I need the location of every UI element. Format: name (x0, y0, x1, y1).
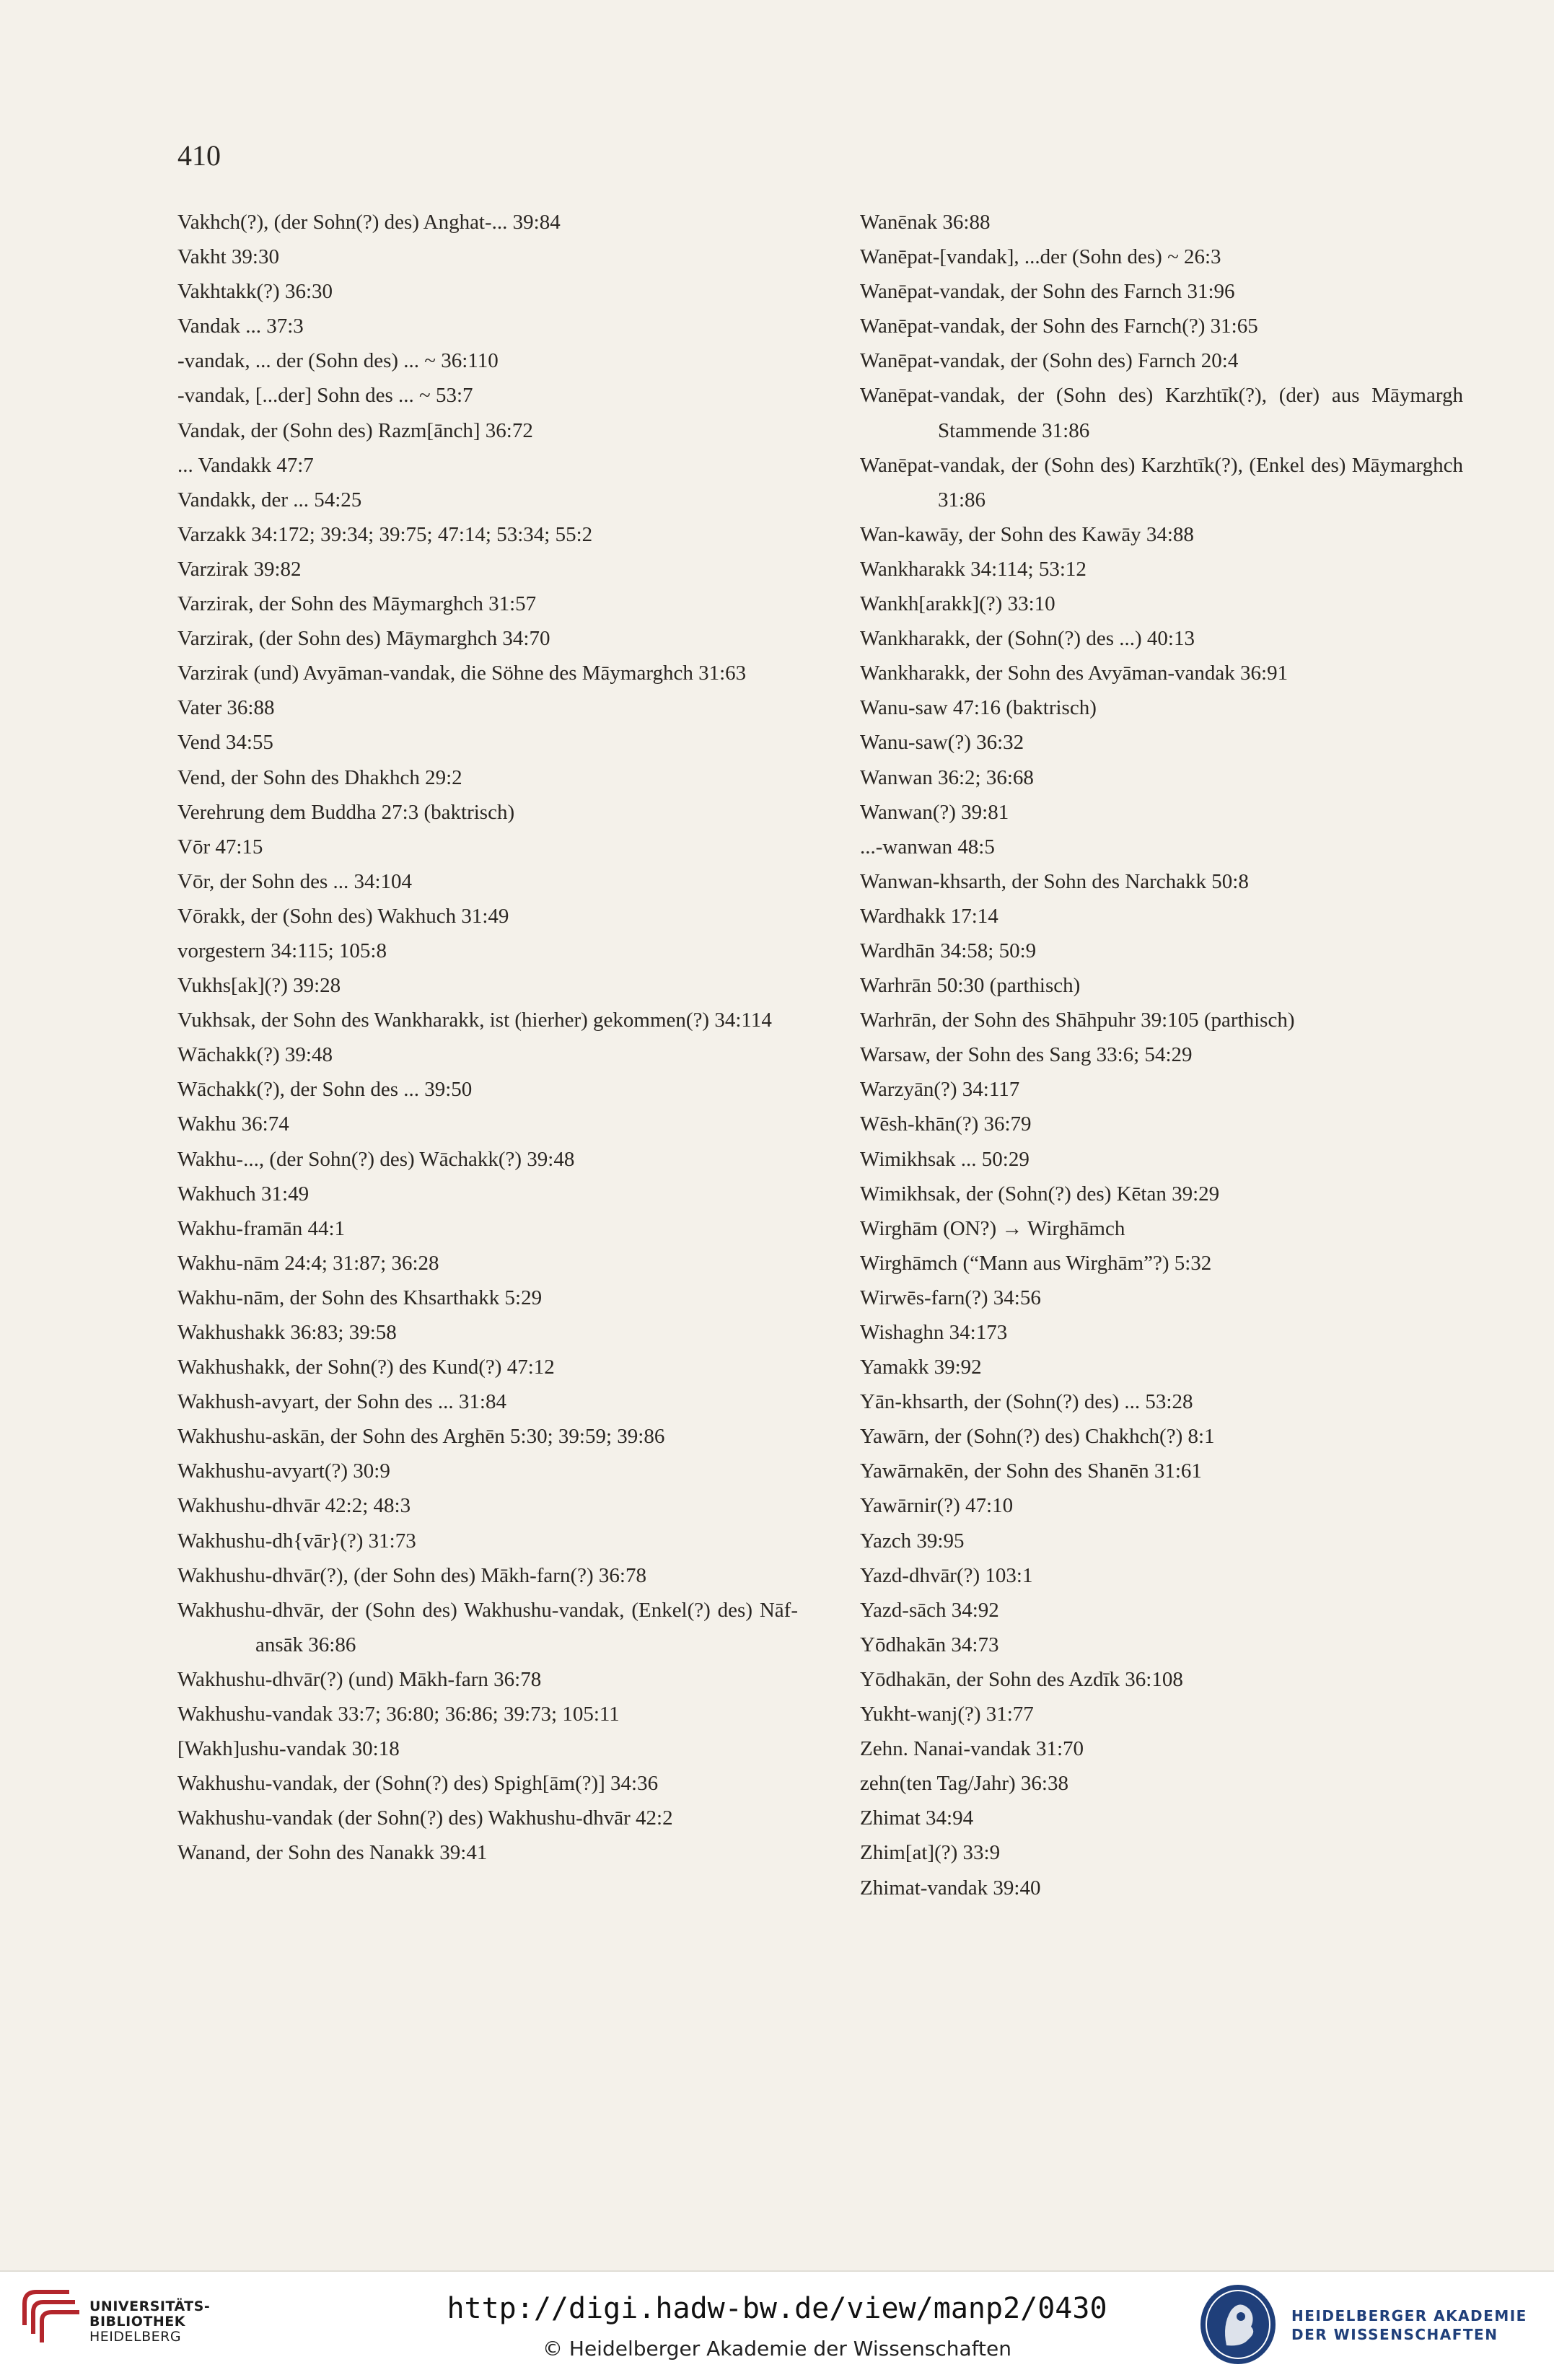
index-entry: Warsaw, der Sohn des Sang 33:6; 54:29 (860, 1043, 1193, 1067)
index-entry: Wakhushu-dhvār 42:2; 48:3 (177, 1494, 411, 1518)
index-entry: Vater 36:88 (177, 696, 275, 720)
index-entry: Yazd-dhvār(?) 103:1 (860, 1563, 1033, 1587)
index-entry: Vakht 39:30 (177, 245, 279, 269)
viewer-footer (0, 2270, 1554, 2380)
index-entry: Wimikhsak, der (Sohn(?) des) Kētan 39:29 (860, 1182, 1220, 1206)
index-entry: Wakhushu-askān, der Sohn des Arghēn 5:30; 39:59; 39:86 (177, 1425, 665, 1449)
hadw-name (1291, 2306, 1527, 2344)
index-entry: Wakhushu-dhvār, der (Sohn des) Wakhushu-vandak, (Enkel(?) des) Nāf-ansāk 36:86 (177, 1598, 798, 1656)
index-entry: Varzakk 34:172; 39:34; 39:75; 47:14; 53:34; 55:2 (177, 522, 593, 546)
index-entry: Zhimat 34:94 (860, 1806, 974, 1830)
index-entry: Yazd-sāch 34:92 (860, 1598, 999, 1622)
index-entry: Varzirak, der Sohn des Māymarghch 31:57 (177, 592, 537, 616)
index-entry: Yamakk 39:92 (860, 1356, 982, 1379)
index-entry: Verehrung dem Buddha 27:3 (baktrisch) (177, 800, 515, 824)
index-entry: Varzirak, (der Sohn des) Māymarghch 34:70 (177, 627, 550, 651)
index-entry: Vōr, der Sohn des ... 34:104 (177, 869, 413, 893)
index-entry: Yawārnakēn, der Sohn des Shanēn 31:61 (860, 1459, 1202, 1483)
index-entry: Wanēnak 36:88 (860, 211, 991, 234)
index-entry: Wardhān 34:58; 50:9 (860, 939, 1037, 962)
index-entry: Zhimat-vandak 39:40 (860, 1876, 1041, 1900)
index-entry: Wardhakk 17:14 (860, 904, 998, 928)
index-entry: ... Vandakk 47:7 (177, 453, 314, 477)
index-entry: Wanēpat-vandak, der (Sohn des) Karzhtīk(?), (Enkel des) Māymarghch 31:86 (860, 453, 1463, 511)
index-entry: Wanwan 36:2; 36:68 (860, 765, 1034, 789)
index-entry: Wanēpat-[vandak], ...der (Sohn des) ~ 26:3 (860, 245, 1221, 269)
index-entry: Wirghāmch (“Mann aus Wirghām”?) 5:32 (860, 1251, 1212, 1275)
index-entry: Wishaghn 34:173 (860, 1321, 1008, 1344)
index-entry: Vukhs[ak](?) 39:28 (177, 974, 341, 998)
index-entry: Wankharakk, der (Sohn(?) des ...) 40:13 (860, 627, 1195, 651)
index-entry: Vakhtakk(?) 36:30 (177, 280, 333, 304)
index-entry: Yōdhakān, der Sohn des Azdīk 36:108 (860, 1667, 1183, 1691)
index-entry: Wirghām (ON?) → Wirghāmch (860, 1216, 1125, 1240)
index-entry: Warzyān(?) 34:117 (860, 1078, 1020, 1102)
index-entry: Yukht-wanj(?) 31:77 (860, 1703, 1034, 1726)
index-entry: Wimikhsak ... 50:29 (860, 1147, 1030, 1171)
index-entry: Zhim[at](?) 33:9 (860, 1841, 1001, 1865)
index-entry: Wanu-saw(?) 36:32 (860, 731, 1024, 755)
index-entry: Wakhushu-dhvār(?) (und) Mākh-farn 36:78 (177, 1667, 542, 1691)
index-entry: Wakhush-avyart, der Sohn des ... 31:84 (177, 1390, 506, 1414)
index-entry: Vandakk, der ... 54:25 (177, 488, 362, 511)
index-entry: Vandak ... 37:3 (177, 315, 304, 338)
page-number: 410 (177, 139, 221, 172)
index-entry: [Wakh]ushu-vandak 30:18 (177, 1737, 400, 1761)
index-column-left (177, 205, 798, 1871)
permalink-url[interactable]: http://digi.hadw-bw.de/view/manp2/0430 (447, 2292, 1107, 2325)
index-entry: Vend, der Sohn des Dhakhch 29:2 (177, 765, 462, 789)
index-entry: Wanu-saw 47:16 (baktrisch) (860, 696, 1097, 720)
ub-line-1: UNIVERSITÄTS- (89, 2298, 211, 2314)
index-entry: Wankharakk 34:114; 53:12 (860, 557, 1087, 581)
index-entry: Warhrān, der Sohn des Shāhpuhr 39:105 (parthisch) (860, 1009, 1295, 1032)
index-entry: Vandak, der (Sohn des) Razm[ānch] 36:72 (177, 418, 533, 442)
index-entry: Wakhu 36:74 (177, 1112, 289, 1136)
index-entry: Wakhushakk, der Sohn(?) des Kund(?) 47:12 (177, 1356, 555, 1379)
index-entry: Wakhu-nām 24:4; 31:87; 36:28 (177, 1251, 439, 1275)
index-entry: Yawārnir(?) 47:10 (860, 1494, 1014, 1518)
index-column-right (860, 205, 1463, 1905)
copyright-notice: © Heidelberger Akademie der Wissenschaften (542, 2337, 1011, 2361)
index-entry: Vakhch(?), (der Sohn(?) des) Anghat-... 39:84 (177, 211, 561, 234)
index-entry: Wakhu-..., (der Sohn(?) des) Wāchakk(?) 39:48 (177, 1147, 575, 1171)
index-entry: Warhrān 50:30 (parthisch) (860, 974, 1081, 998)
index-entry: Wanēpat-vandak, der Sohn des Farnch(?) 31:65 (860, 315, 1258, 338)
index-entry: Yazch 39:95 (860, 1529, 965, 1553)
index-entry: Yawārn, der (Sohn(?) des) Chakhch(?) 8:1 (860, 1425, 1215, 1449)
index-entry: Varzirak 39:82 (177, 557, 302, 581)
index-entry: Wanēpat-vandak, der (Sohn des) Karzhtīk(?), (der) aus Māymargh Stammende 31:86 (860, 384, 1463, 442)
index-entry: -vandak, ... der (Sohn des) ... ~ 36:110 (177, 349, 499, 373)
index-entry: Wankharakk, der Sohn des Avyāman-vandak 36:91 (860, 662, 1289, 685)
ub-line-3: HEIDELBERG (89, 2329, 182, 2345)
hadw-seal-icon (1198, 2282, 1278, 2367)
index-entry: Wakhushakk 36:83; 39:58 (177, 1321, 397, 1344)
hadw-line-2: DER WISSENSCHAFTEN (1291, 2326, 1498, 2343)
index-entry: Wankh[arakk](?) 33:10 (860, 592, 1055, 616)
index-entry: Wēsh-khān(?) 36:79 (860, 1112, 1032, 1136)
index-entry: Wanwan(?) 39:81 (860, 800, 1009, 824)
index-entry: zehn(ten Tag/Jahr) 36:38 (860, 1772, 1068, 1796)
index-entry: Wakhushu-vandak (der Sohn(?) des) Wakhushu-dhvār 42:2 (177, 1806, 673, 1830)
hadw-line-1: HEIDELBERGER AKADEMIE (1291, 2307, 1527, 2324)
index-entry: Vend 34:55 (177, 731, 273, 755)
index-entry: Wakhushu-vandak 33:7; 36:80; 36:86; 39:73; 105:11 (177, 1703, 620, 1726)
index-entry: Wakhushu-vandak, der (Sohn(?) des) Spigh[ām(?)] 34:36 (177, 1772, 659, 1796)
index-entry: Wāchakk(?), der Sohn des ... 39:50 (177, 1078, 473, 1102)
index-entry: Wirwēs-farn(?) 34:56 (860, 1286, 1041, 1309)
index-entry: Zehn. Nanai-vandak 31:70 (860, 1737, 1084, 1761)
index-entry: vorgestern 34:115; 105:8 (177, 939, 387, 962)
index-entry: Yān-khsarth, der (Sohn(?) des) ... 53:28 (860, 1390, 1193, 1414)
index-entry: Wakhushu-dhvār(?), (der Sohn des) Mākh-farn(?) 36:78 (177, 1563, 646, 1587)
ub-line-2: BIBLIOTHEK (89, 2314, 185, 2329)
index-entry: -vandak, [...der] Sohn des ... ~ 53:7 (177, 384, 473, 408)
index-entry: Wanēpat-vandak, der Sohn des Farnch 31:96 (860, 280, 1235, 304)
index-entry: Wakhushu-avyart(?) 30:9 (177, 1459, 390, 1483)
index-entry: Varzirak (und) Avyāman-vandak, die Söhne des Māymarghch 31:63 (177, 662, 747, 685)
index-entry: Vōr 47:15 (177, 835, 263, 859)
index-entry: Wakhuch 31:49 (177, 1182, 310, 1206)
index-entry: Vōrakk, der (Sohn des) Wakhuch 31:49 (177, 904, 509, 928)
index-entry: Wanand, der Sohn des Nanakk 39:41 (177, 1841, 488, 1865)
index-entry: Wakhushu-dh{vār}(?) 31:73 (177, 1529, 416, 1553)
index-entry: Wan-kawāy, der Sohn des Kawāy 34:88 (860, 522, 1194, 546)
index-entry: Wakhu-framān 44:1 (177, 1216, 345, 1240)
index-entry: Wanwan-khsarth, der Sohn des Narchakk 50:8 (860, 869, 1249, 893)
index-entry: Wakhu-nām, der Sohn des Khsarthakk 5:29 (177, 1286, 543, 1309)
index-entry: Vukhsak, der Sohn des Wankharakk, ist (hierher) gekommen(?) 34:114 (177, 1009, 772, 1032)
index-entry: Wanēpat-vandak, der (Sohn des) Farnch 20:4 (860, 349, 1239, 373)
index-entry: ...-wanwan 48:5 (860, 835, 995, 859)
index-entry: Wāchakk(?) 39:48 (177, 1043, 333, 1067)
index-entry: Yōdhakān 34:73 (860, 1633, 999, 1656)
